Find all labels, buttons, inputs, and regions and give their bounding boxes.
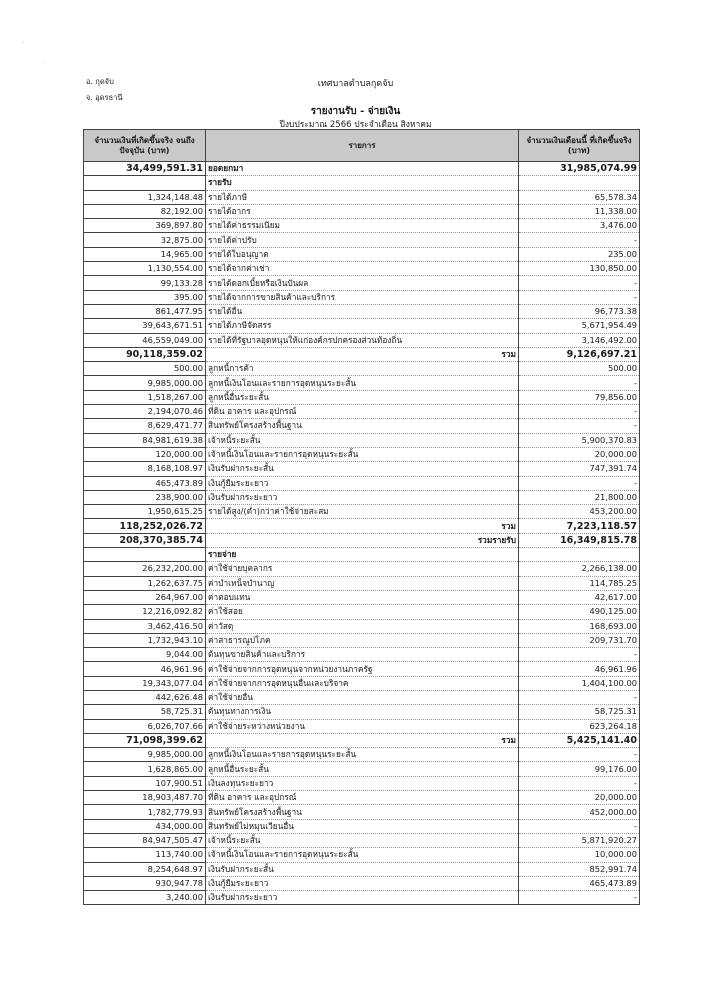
item-label-cell: รายได้ภาษี xyxy=(206,190,519,204)
amount-month-cell: - xyxy=(519,376,640,390)
item-label-cell: สินทรัพย์โครงสร้างพื้นฐาน xyxy=(206,805,519,819)
amount-month-cell: 465,473.89 xyxy=(519,876,640,890)
amount-to-date-cell: 9,044.00 xyxy=(84,648,206,662)
table-row xyxy=(84,748,640,762)
amount-to-date-cell: 442,626.48 xyxy=(84,690,206,704)
amount-to-date-cell: 1,950,615.25 xyxy=(84,505,206,519)
item-label-cell: ค่าสาธารณูปโภค xyxy=(206,633,519,647)
table-row xyxy=(84,833,640,847)
amount-month-cell: 5,871,920.27 xyxy=(519,833,640,847)
table-row xyxy=(84,219,640,233)
item-label-cell: รายได้ภาษีจัดสรร xyxy=(206,319,519,333)
amount-month-cell xyxy=(519,548,640,562)
receipts-payments-table xyxy=(83,129,640,905)
amount-month-cell: 114,785.25 xyxy=(519,576,640,590)
amount-to-date-cell: 1,324,148.48 xyxy=(84,190,206,204)
amount-to-date-cell: 238,900.00 xyxy=(84,490,206,504)
district-label: อ. กุดจับ xyxy=(86,77,114,86)
item-label-cell: เจ้าหนี้เงินโอนและรายการอุดหนุนระยะสั้น xyxy=(206,848,519,862)
table-row xyxy=(84,333,640,347)
item-label-cell: เงินกู้ยืมระยะยาว xyxy=(206,876,519,890)
table-row xyxy=(84,519,640,533)
table-row xyxy=(84,762,640,776)
amount-month-cell: - xyxy=(519,891,640,905)
item-label-cell: ลูกหนี้อื่นระยะสั้น xyxy=(206,762,519,776)
table-row xyxy=(84,233,640,247)
amount-to-date-cell: 120,000.00 xyxy=(84,447,206,461)
item-label-cell: ลูกหนี้เงินโอนและรายการอุดหนุนระยะสั้น xyxy=(206,376,519,390)
amount-month-cell: - xyxy=(519,276,640,290)
amount-month-cell: 46,961.96 xyxy=(519,662,640,676)
amount-to-date-cell: 118,252,026.72 xyxy=(84,519,206,533)
item-label-cell: ยอดยกมา xyxy=(206,162,519,176)
table-row xyxy=(84,562,640,576)
amount-to-date-cell: 1,518,267.00 xyxy=(84,390,206,404)
amount-to-date-cell: 32,875.00 xyxy=(84,233,206,247)
amount-to-date-cell: 8,168,108.97 xyxy=(84,462,206,476)
table-row xyxy=(84,533,640,547)
item-label-cell: รวมรายรับ xyxy=(206,533,519,547)
amount-month-cell: - xyxy=(519,819,640,833)
amount-month-cell: 500.00 xyxy=(519,362,640,376)
amount-month-cell: 209,731.70 xyxy=(519,633,640,647)
table-row xyxy=(84,690,640,704)
table-row xyxy=(84,605,640,619)
amount-month-cell: 16,349,815.78 xyxy=(519,533,640,547)
amount-to-date-cell: 8,254,648.97 xyxy=(84,862,206,876)
header-actual-month: จำนวนเงินเดือนนี้ ที่เกิดขึ้นจริง (บาท) xyxy=(519,130,640,162)
amount-month-cell: 452,000.00 xyxy=(519,805,640,819)
amount-month-cell: - xyxy=(519,476,640,490)
amount-to-date-cell: 1,732,943.10 xyxy=(84,633,206,647)
amount-month-cell: - xyxy=(519,690,640,704)
amount-to-date-cell: 2,194,070.46 xyxy=(84,405,206,419)
table-row xyxy=(84,319,640,333)
amount-month-cell: - xyxy=(519,748,640,762)
scan-speck: · xyxy=(22,40,24,47)
amount-month-cell: 10,000.00 xyxy=(519,848,640,862)
item-label-cell: รายได้สูง/(ต่ำ)กว่าค่าใช้จ่ายสะสม xyxy=(206,505,519,519)
table-row xyxy=(84,705,640,719)
amount-to-date-cell: 1,262,637.75 xyxy=(84,576,206,590)
table-row xyxy=(84,376,640,390)
table-row xyxy=(84,347,640,361)
amount-month-cell: - xyxy=(519,233,640,247)
table-row xyxy=(84,791,640,805)
amount-to-date-cell: 34,499,591.31 xyxy=(84,162,206,176)
amount-to-date-cell: 12,216,092.82 xyxy=(84,605,206,619)
amount-to-date-cell: 6,026,707.66 xyxy=(84,719,206,733)
amount-month-cell: 852,991.74 xyxy=(519,862,640,876)
table-row xyxy=(84,462,640,476)
amount-month-cell: 21,800.00 xyxy=(519,490,640,504)
table-row xyxy=(84,776,640,790)
amount-month-cell: 42,617.00 xyxy=(519,590,640,604)
amount-month-cell: 3,146,492.00 xyxy=(519,333,640,347)
item-label-cell: รายรับ xyxy=(206,176,519,190)
amount-to-date-cell: 71,098,399.62 xyxy=(84,733,206,747)
amount-to-date-cell: 1,130,554.00 xyxy=(84,262,206,276)
table-row xyxy=(84,676,640,690)
amount-month-cell: - xyxy=(519,405,640,419)
item-label-cell: ค่าใช้จ่ายจากการอุดหนุนจากหน่วยงานภาครัฐ xyxy=(206,662,519,676)
amount-to-date-cell: 1,782,779.93 xyxy=(84,805,206,819)
amount-to-date-cell: 9,985,000.00 xyxy=(84,376,206,390)
item-label-cell: ลูกหนี้การค้า xyxy=(206,362,519,376)
amount-month-cell: - xyxy=(519,648,640,662)
amount-month-cell: - xyxy=(519,290,640,304)
table-row xyxy=(84,505,640,519)
amount-to-date-cell: 264,967.00 xyxy=(84,590,206,604)
table-row xyxy=(84,590,640,604)
item-label-cell: เงินรับฝากระยะยาว xyxy=(206,891,519,905)
table-row xyxy=(84,576,640,590)
item-label-cell: รายได้จากค่าเช่า xyxy=(206,262,519,276)
amount-month-cell: 96,773.38 xyxy=(519,304,640,318)
item-label-cell: รายจ่าย xyxy=(206,548,519,562)
amount-month-cell: 1,404,100.00 xyxy=(519,676,640,690)
table-row xyxy=(84,433,640,447)
table-row xyxy=(84,247,640,261)
amount-to-date-cell: 369,897.80 xyxy=(84,219,206,233)
item-label-cell: ค่าใช้สอย xyxy=(206,605,519,619)
table-row xyxy=(84,662,640,676)
amount-to-date-cell: 99,133.28 xyxy=(84,276,206,290)
table-row xyxy=(84,733,640,747)
amount-to-date-cell: 46,559,049.00 xyxy=(84,333,206,347)
amount-to-date-cell: 930,947.78 xyxy=(84,876,206,890)
amount-to-date-cell: 1,628,865.00 xyxy=(84,762,206,776)
amount-to-date-cell: 19,343,077.04 xyxy=(84,676,206,690)
table-row xyxy=(84,419,640,433)
amount-to-date-cell: 9,985,000.00 xyxy=(84,748,206,762)
table-row xyxy=(84,848,640,862)
amount-month-cell: 453,200.00 xyxy=(519,505,640,519)
table-row xyxy=(84,719,640,733)
item-label-cell: ลูกหนี้อื่นระยะสั้น xyxy=(206,390,519,404)
table-row xyxy=(84,633,640,647)
amount-month-cell: 65,578.34 xyxy=(519,190,640,204)
amount-month-cell xyxy=(519,176,640,190)
amount-to-date-cell: 39,643,671.51 xyxy=(84,319,206,333)
item-label-cell: ค่าใช้จ่ายระหว่างหน่วยงาน xyxy=(206,719,519,733)
amount-to-date-cell: 861,477.95 xyxy=(84,304,206,318)
item-label-cell: ต้นทุนทางการเงิน xyxy=(206,705,519,719)
amount-month-cell: 5,425,141.40 xyxy=(519,733,640,747)
item-label-cell: รายได้ค่าปรับ xyxy=(206,233,519,247)
header-actual-to-date: จำนวนเงินที่เกิดขึ้นจริง จนถึงปัจจุบัน (บาท) xyxy=(84,130,206,162)
amount-month-cell: 490,125.00 xyxy=(519,605,640,619)
item-label-cell: สินทรัพย์โครงสร้างพื้นฐาน xyxy=(206,419,519,433)
item-label-cell: รายได้จากการขายสินค้าและบริการ xyxy=(206,290,519,304)
table-row xyxy=(84,262,640,276)
amount-month-cell: 623,264.18 xyxy=(519,719,640,733)
table-row xyxy=(84,490,640,504)
table-row xyxy=(84,176,640,190)
amount-month-cell: 20,000.00 xyxy=(519,791,640,805)
item-label-cell: เจ้าหนี้เงินโอนและรายการอุดหนุนระยะสั้น xyxy=(206,447,519,461)
amount-to-date-cell: 26,232,200.00 xyxy=(84,562,206,576)
item-label-cell: ค่าวัสดุ xyxy=(206,619,519,633)
amount-month-cell: 31,985,074.99 xyxy=(519,162,640,176)
amount-to-date-cell: 84,947,505.47 xyxy=(84,833,206,847)
item-label-cell: รวม xyxy=(206,733,519,747)
amount-month-cell: - xyxy=(519,776,640,790)
table-row xyxy=(84,862,640,876)
amount-to-date-cell: 395.00 xyxy=(84,290,206,304)
item-label-cell: ที่ดิน อาคาร และอุปกรณ์ xyxy=(206,405,519,419)
amount-month-cell: 3,476.00 xyxy=(519,219,640,233)
table-row xyxy=(84,190,640,204)
amount-to-date-cell: 46,961.96 xyxy=(84,662,206,676)
item-label-cell: เงินลงทุนระยะยาว xyxy=(206,776,519,790)
amount-month-cell: 5,671,954.49 xyxy=(519,319,640,333)
amount-month-cell: 130,850.00 xyxy=(519,262,640,276)
table-row xyxy=(84,476,640,490)
item-label-cell: เงินรับฝากระยะสั้น xyxy=(206,462,519,476)
amount-month-cell: 20,000.00 xyxy=(519,447,640,461)
item-label-cell: รวม xyxy=(206,347,519,361)
amount-month-cell: 58,725.31 xyxy=(519,705,640,719)
amount-month-cell: 5,900,370.83 xyxy=(519,433,640,447)
amount-to-date-cell: 500.00 xyxy=(84,362,206,376)
item-label-cell: ค่าใช้จ่ายบุคลากร xyxy=(206,562,519,576)
amount-to-date-cell: 434,000.00 xyxy=(84,819,206,833)
amount-to-date-cell: 14,965.00 xyxy=(84,247,206,261)
item-label-cell: ค่าตอบแทน xyxy=(206,590,519,604)
item-label-cell: ลูกหนี้เงินโอนและรายการอุดหนุนระยะสั้น xyxy=(206,748,519,762)
item-label-cell: รายได้ค่าธรรมเนียม xyxy=(206,219,519,233)
amount-to-date-cell: 3,462,416.50 xyxy=(84,619,206,633)
item-label-cell: ค่าใช้จ่ายอื่น xyxy=(206,690,519,704)
amount-to-date-cell: 82,192.00 xyxy=(84,204,206,218)
amount-month-cell: 9,126,697.21 xyxy=(519,347,640,361)
table-row xyxy=(84,290,640,304)
table-row xyxy=(84,805,640,819)
table-row xyxy=(84,162,640,176)
amount-month-cell: 168,693.00 xyxy=(519,619,640,633)
amount-month-cell: - xyxy=(519,419,640,433)
item-label-cell: ต้นทุนขายสินค้าและบริการ xyxy=(206,648,519,662)
amount-to-date-cell: 84,981,619.38 xyxy=(84,433,206,447)
scan-speck: · xyxy=(44,60,46,67)
table-row xyxy=(84,891,640,905)
amount-month-cell: 7,223,118.57 xyxy=(519,519,640,533)
table-row xyxy=(84,447,640,461)
amount-month-cell: 2,266,138.00 xyxy=(519,562,640,576)
amount-to-date-cell: 113,740.00 xyxy=(84,848,206,862)
table-row xyxy=(84,362,640,376)
amount-to-date-cell: 107,900.51 xyxy=(84,776,206,790)
amount-to-date-cell xyxy=(84,176,206,190)
amount-month-cell: 747,391.74 xyxy=(519,462,640,476)
report-subtitle: ปีงบประมาณ 2566 ประจำเดือน สิงหาคม xyxy=(279,120,432,130)
amount-month-cell: 79,856.00 xyxy=(519,390,640,404)
header-item: รายการ xyxy=(206,130,519,162)
amount-to-date-cell: 90,118,359.02 xyxy=(84,347,206,361)
table-row xyxy=(84,648,640,662)
report-title: รายงานรับ - จ่ายเงิน xyxy=(310,106,401,117)
item-label-cell: รายได้ใบอนุญาต xyxy=(206,247,519,261)
table-row xyxy=(84,304,640,318)
amount-to-date-cell: 58,725.31 xyxy=(84,705,206,719)
item-label-cell: เจ้าหนี้ระยะสั้น xyxy=(206,433,519,447)
item-label-cell: รายได้ดอกเบี้ยหรือเงินปันผล xyxy=(206,276,519,290)
item-label-cell: รายได้อากร xyxy=(206,204,519,218)
amount-to-date-cell xyxy=(84,548,206,562)
table-row xyxy=(84,405,640,419)
province-label: จ. อุดรธานี xyxy=(86,93,123,102)
amount-to-date-cell: 8,629,471.77 xyxy=(84,419,206,433)
table-row xyxy=(84,276,640,290)
table-row xyxy=(84,390,640,404)
item-label-cell: ค่าใช้จ่ายจากการอุดหนุนอื่นและบริจาค xyxy=(206,676,519,690)
item-label-cell: ที่ดิน อาคาร และอุปกรณ์ xyxy=(206,791,519,805)
table-row xyxy=(84,819,640,833)
table-row xyxy=(84,548,640,562)
amount-month-cell: 11,338.00 xyxy=(519,204,640,218)
table-row xyxy=(84,204,640,218)
amount-month-cell: 99,176.00 xyxy=(519,762,640,776)
item-label-cell: ค่าบำเหน็จบำนาญ xyxy=(206,576,519,590)
item-label-cell: สินทรัพย์ไม่หมุนเวียนอื่น xyxy=(206,819,519,833)
amount-to-date-cell: 3,240.00 xyxy=(84,891,206,905)
item-label-cell: เงินกู้ยืมระยะยาว xyxy=(206,476,519,490)
item-label-cell: เจ้าหนี้ระยะสั้น xyxy=(206,833,519,847)
amount-month-cell: 235.00 xyxy=(519,247,640,261)
item-label-cell: รวม xyxy=(206,519,519,533)
table-row xyxy=(84,619,640,633)
amount-to-date-cell: 465,473.89 xyxy=(84,476,206,490)
table-header-row xyxy=(84,130,640,162)
item-label-cell: เงินรับฝากระยะยาว xyxy=(206,490,519,504)
organization-name: เทศบาลตำบลกุดจับ xyxy=(317,79,394,89)
item-label-cell: เงินรับฝากระยะสั้น xyxy=(206,862,519,876)
amount-to-date-cell: 208,370,385.74 xyxy=(84,533,206,547)
item-label-cell: รายได้อื่น xyxy=(206,304,519,318)
item-label-cell: รายได้ที่รัฐบาลอุดหนุนให้แก่องค์กรปกครองส่วนท้องถิ่น xyxy=(206,333,519,347)
table-row xyxy=(84,876,640,890)
amount-to-date-cell: 18,903,487.70 xyxy=(84,791,206,805)
